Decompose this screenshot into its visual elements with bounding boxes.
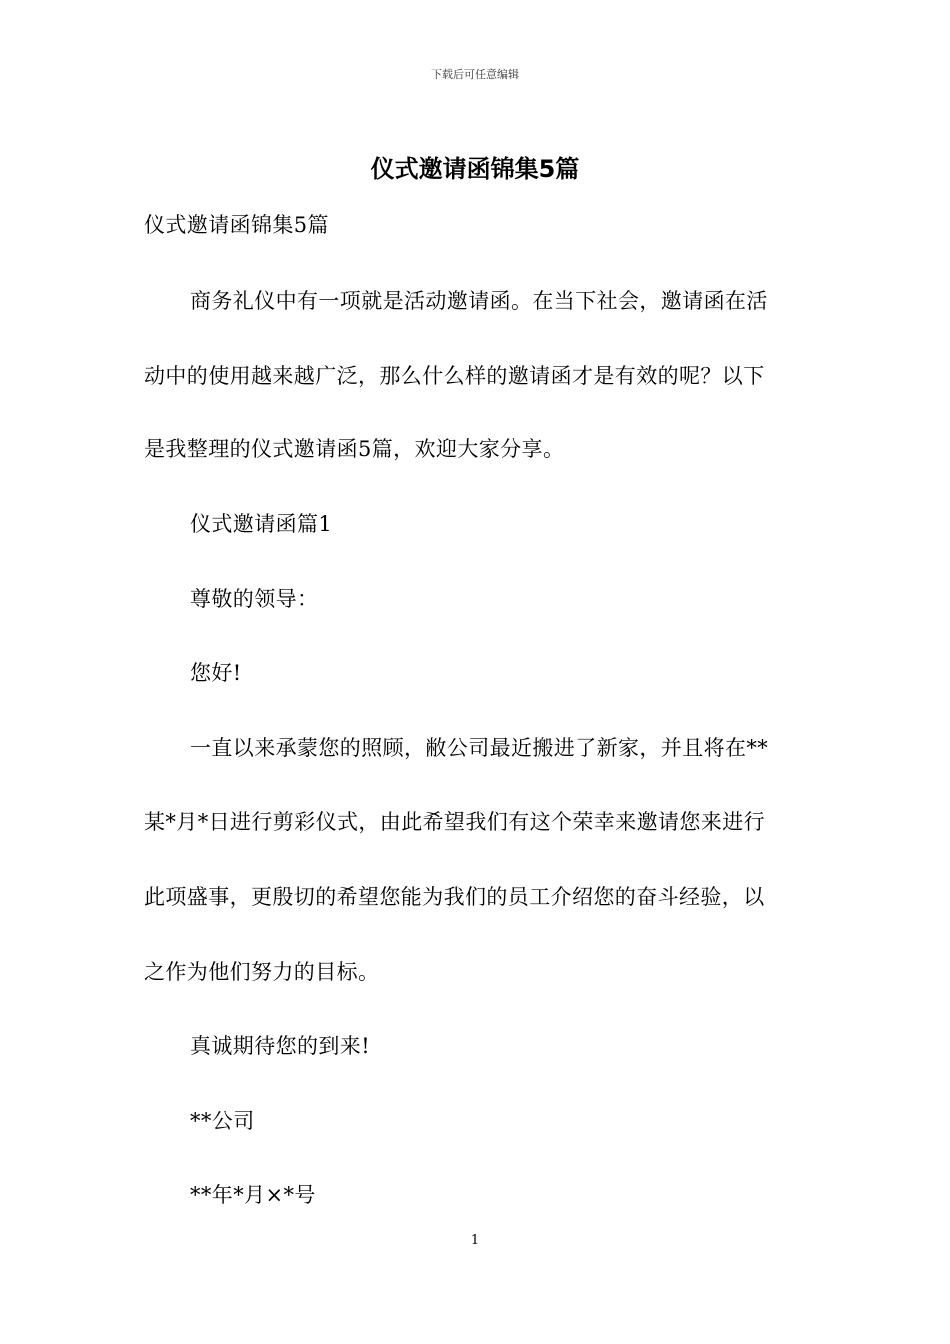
page-header: 下载后可任意编辑 [431,68,519,81]
subtitle-line: 仪式邀请函锦集5篇 [144,213,329,237]
paragraph-line: 此项盛事，更殷切的希望您能为我们的员工介绍您的奋斗经验，以 [144,885,765,909]
greeting: 您好! [190,661,242,685]
signature-company: **公司 [190,1109,255,1133]
paragraph-line: 之作为他们努力的目标。 [144,960,380,984]
section-heading: 仪式邀请函篇1 [190,512,333,536]
paragraph-line: 一直以来承蒙您的照顾，敝公司最近搬进了新家，并且将在** [190,736,769,760]
paragraph-line: 是我整理的仪式邀请函5篇，欢迎大家分享。 [144,437,565,461]
closing-line: 真诚期待您的到来! [190,1034,371,1058]
paragraph-line: 动中的使用越来越广泛，那么什么样的邀请函才是有效的呢？以下 [144,364,765,388]
salutation: 尊敬的领导： [190,587,319,611]
page-number: 1 [470,1233,480,1248]
paragraph-line: 某*月*日进行剪彩仪式，由此希望我们有这个荣幸来邀请您来进行 [144,810,765,834]
document-title: 仪式邀请函锦集5篇 [370,155,580,183]
signature-date: **年*月×*号 [190,1183,316,1207]
paragraph-line: 商务礼仪中有一项就是活动邀请函。在当下社会，邀请函在活 [190,289,768,313]
